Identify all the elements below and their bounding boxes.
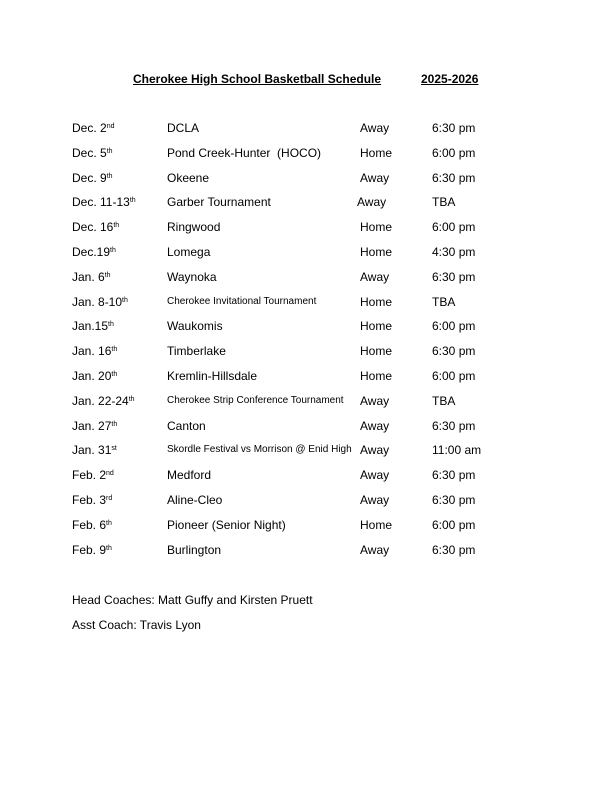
game-date: Dec. 11-13th: [72, 195, 136, 210]
document-title: [0, 72, 612, 88]
game-opponent: Burlington: [167, 542, 222, 557]
game-opponent: Waynoka: [167, 269, 217, 284]
game-time: 6:30 pm: [432, 269, 476, 284]
game-time: TBA: [432, 294, 456, 309]
game-date: Feb. 3rd: [72, 492, 113, 507]
season-text: 2025-2026: [421, 72, 479, 86]
game-location: Away: [360, 121, 390, 135]
game-location: Home: [360, 244, 393, 259]
game-row: [0, 492, 612, 517]
game-location: Away: [360, 393, 390, 408]
game-location: Home: [360, 517, 393, 532]
game-time: TBA: [432, 195, 456, 210]
game-opponent: Canton: [167, 418, 206, 433]
game-opponent: Ringwood: [167, 220, 221, 235]
game-location: Away: [360, 170, 390, 185]
game-date: Dec. 16th: [72, 220, 120, 235]
game-time: 6:30 pm: [432, 492, 476, 507]
game-date: Feb. 9th: [72, 542, 112, 557]
game-row: [0, 343, 612, 368]
assistant-coach: Asst Coach: Travis Lyon: [72, 617, 201, 632]
game-location: Away: [357, 195, 387, 210]
game-date: Jan. 8-10th: [72, 294, 128, 309]
game-location: Home: [360, 220, 393, 235]
game-date: Jan. 31st: [72, 443, 117, 458]
game-date: Jan. 20th: [72, 368, 118, 383]
game-location: Home: [360, 145, 393, 160]
game-location: Away: [360, 492, 390, 507]
game-opponent: Pond Creek-Hunter (HOCO): [167, 145, 322, 160]
game-time: 4:30 pm: [432, 244, 476, 259]
head-coaches: Head Coaches: Matt Guffy and Kirsten Pruett: [72, 593, 313, 607]
game-row: [0, 294, 612, 319]
game-date: Dec.19th: [72, 244, 116, 259]
game-row: [0, 145, 612, 170]
game-time: 6:00 pm: [432, 145, 476, 160]
game-location: Home: [360, 344, 393, 359]
game-row: [0, 244, 612, 269]
game-time: 6:30 pm: [432, 344, 476, 359]
game-opponent: DCLA: [167, 121, 200, 135]
game-date: Jan. 6th: [72, 269, 111, 284]
game-date: Feb. 2nd: [72, 468, 114, 483]
game-row: [0, 393, 612, 418]
game-time: 6:00 pm: [432, 517, 476, 532]
game-time: 6:00 pm: [432, 368, 476, 383]
game-date: Dec. 9th: [72, 170, 113, 185]
game-location: Home: [360, 368, 393, 383]
game-opponent: Lomega: [167, 244, 211, 259]
game-time: TBA: [432, 393, 456, 408]
game-location: Away: [360, 468, 390, 483]
game-opponent: Pioneer (Senior Night): [167, 517, 286, 532]
game-row: [0, 269, 612, 294]
coaches-section: [72, 592, 313, 641]
game-row: [0, 368, 612, 393]
game-opponent: Aline-Cleo: [167, 492, 223, 507]
game-location: Home: [360, 319, 393, 334]
game-opponent: Okeene: [167, 170, 210, 185]
game-date: Dec. 2nd: [72, 121, 115, 135]
game-location: Home: [360, 294, 393, 309]
game-row: [0, 542, 612, 567]
game-time: 6:30 pm: [432, 468, 476, 483]
game-time: 6:00 pm: [432, 319, 476, 334]
game-time: 6:30 pm: [432, 542, 476, 557]
game-location: Away: [360, 418, 390, 433]
game-opponent: Garber Tournament: [167, 195, 271, 210]
game-date: Dec. 5th: [72, 145, 113, 160]
game-date: Jan.15th: [72, 319, 114, 334]
game-row: [0, 442, 612, 467]
game-row: [0, 517, 612, 542]
game-date: Jan. 27th: [72, 418, 118, 433]
game-time: 11:00 am: [432, 443, 482, 458]
game-opponent: Cherokee Invitational Tournament: [167, 295, 317, 307]
game-time: 6:30 pm: [432, 170, 476, 185]
game-row: [0, 120, 612, 145]
game-date: Jan. 16th: [72, 344, 118, 359]
game-location: Away: [360, 269, 390, 284]
game-row: [0, 318, 612, 343]
game-row: [0, 467, 612, 492]
game-time: 6:00 pm: [432, 220, 476, 235]
game-opponent: Waukomis: [167, 319, 223, 334]
game-time: 6:30 pm: [432, 121, 476, 135]
game-row: [0, 170, 612, 195]
game-opponent: Medford: [167, 468, 212, 483]
game-location: Away: [360, 542, 390, 557]
game-row: [0, 418, 612, 443]
game-opponent: Skordle Festival vs Morrison @ Enid High: [167, 444, 352, 456]
game-opponent: Kremlin-Hillsdale: [167, 368, 258, 383]
game-time: 6:30 pm: [432, 418, 476, 433]
game-opponent: Cherokee Strip Conference Tournament: [167, 394, 344, 406]
schedule-table: [0, 120, 612, 566]
game-opponent: Timberlake: [167, 344, 226, 359]
game-date: Feb. 6th: [72, 517, 112, 532]
game-location: Away: [360, 443, 390, 458]
game-date: Jan. 22-24th: [72, 393, 135, 408]
game-row: [0, 194, 612, 219]
title-text: Cherokee High School Basketball Schedule: [133, 72, 382, 86]
game-row: [0, 219, 612, 244]
